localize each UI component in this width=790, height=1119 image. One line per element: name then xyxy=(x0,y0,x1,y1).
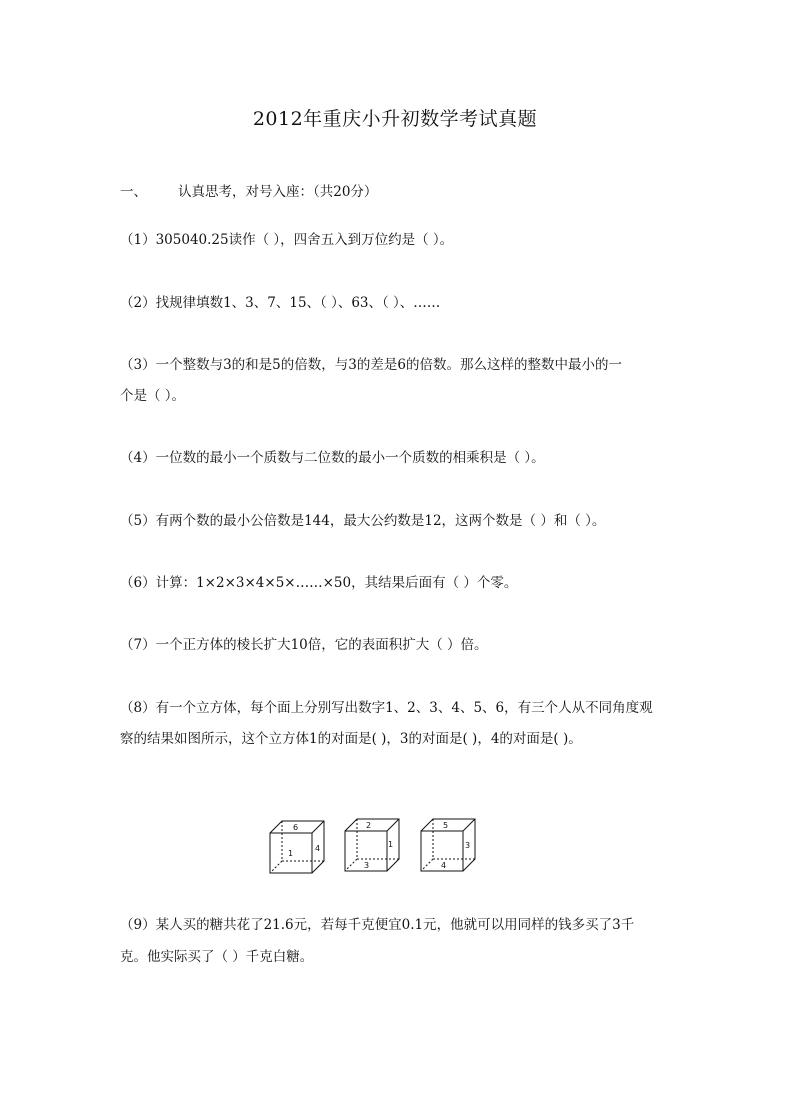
question-9-line-2: 克。他实际买了（ ）千克白糖。 xyxy=(120,949,314,965)
section-number: 一、 xyxy=(120,184,147,200)
question-8-line-2: 察的结果如图所示，这个立方体1的对面是( )，3的对面是( )，4的对面是( )。 xyxy=(120,731,582,747)
cube-1-top-number: 6 xyxy=(293,823,299,832)
cube-2-top-number: 2 xyxy=(366,821,372,830)
section-heading-text: 认真思考，对号入座：（共20分） xyxy=(178,184,378,200)
cube-3-top-number: 5 xyxy=(443,821,449,830)
question-8-line-1: （8）有一个立方体，每个面上分别写出数字1、2、3、4、5、6，有三个人从不同角度观 xyxy=(120,700,653,716)
cube-2-front-number: 3 xyxy=(364,861,370,870)
question-3-line-2: 个是（ ）。 xyxy=(120,388,186,404)
question-9-line-1: （9）某人买的糖共花了21.6元，若每千克便宜0.1元，他就可以用同样的钱多买了3千 xyxy=(120,917,635,933)
question-3-line-1: （3）一个整数与3的和是5的倍数，与3的差是6的倍数。那么这样的整数中最小的一 xyxy=(120,357,622,373)
cube-2-side-number: 1 xyxy=(388,840,394,849)
page-title: 2012年重庆小升初数学考试真题 xyxy=(252,108,538,130)
question-1: （1）305040.25读作（ ），四舍五入到万位约是（ ）。 xyxy=(120,232,454,248)
cube-figure-1 xyxy=(266,817,328,877)
question-5: （5）有两个数的最小公倍数是144，最大公约数是12，这两个数是（ ）和（ ）。 xyxy=(120,513,606,529)
cube-figure-2 xyxy=(341,815,403,875)
cube-3-side-number: 3 xyxy=(465,841,471,850)
question-4: （4）一位数的最小一个质数与二位数的最小一个质数的相乘积是（ ）。 xyxy=(120,450,545,466)
section-heading xyxy=(120,180,377,200)
cube-1-front-number: 1 xyxy=(288,849,294,858)
question-2: （2）找规律填数1、3、7、15、（ ）、63、（ ）、…… xyxy=(120,295,441,311)
cube-figure-3 xyxy=(417,815,479,875)
question-7: （7）一个正方体的棱长扩大10倍，它的表面积扩大（ ）倍。 xyxy=(120,637,488,653)
cube-1-side-number: 4 xyxy=(315,844,321,853)
cube-3-front-number: 4 xyxy=(441,861,447,870)
question-6: （6）计算：1×2×3×4×5×……×50，其结果后面有（ ）个零。 xyxy=(120,575,518,591)
